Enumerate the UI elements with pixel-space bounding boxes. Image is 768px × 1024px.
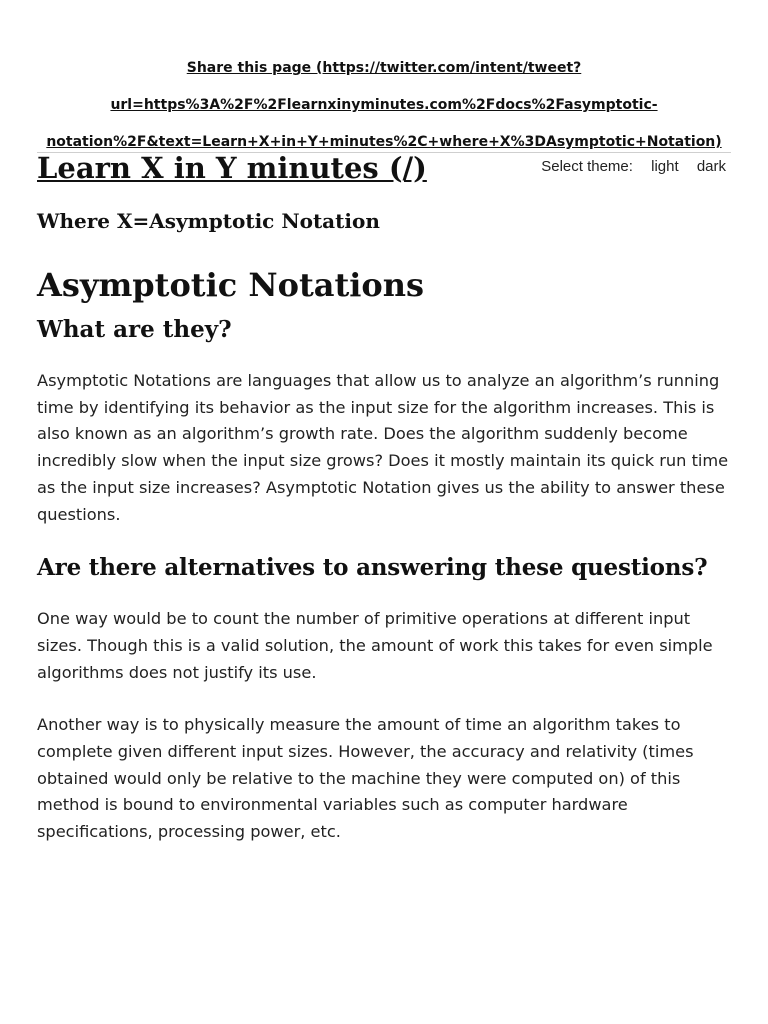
section-heading-alternatives: Are there alternatives to answering these questions?: [37, 554, 708, 582]
section-heading-what-are-they: What are they?: [37, 316, 232, 343]
theme-dark-option[interactable]: dark: [696, 158, 726, 175]
share-link-line-3: notation%2F&text=Learn+X+in+Y+minutes%2C+where+X%3DAsymptotic+Notation): [46, 134, 722, 150]
paragraph-count-operations: One way would be to count the number of primitive operations at different input sizes. Though this is a valid solution, the amount of work this takes for even simple algorithms does not justify its use.: [37, 609, 713, 682]
page-title: Asymptotic Notations: [37, 266, 425, 304]
share-link[interactable]: [46, 60, 721, 150]
share-link-line-1: Share this page (https://twitter.com/intent/tweet?: [186, 60, 582, 76]
share-link-line-2: url=https%3A%2F%2Flearnxinyminutes.com%2Fdocs%2Fasymptotic-: [110, 97, 658, 113]
article-content: [37, 204, 737, 846]
theme-light-option[interactable]: light: [651, 158, 679, 175]
share-link-block: [37, 50, 731, 161]
site-title: [37, 148, 427, 188]
paragraph-definition: Asymptotic Notations are languages that allow us to analyze an algorithm’s running time by identifying its behavior as the input size for the algorithm increases. This is also known as an algorithm’s growth rate. Does the algorithm suddenly become incredibly slow when the input size grows? Does it mostly maintain its quick run time as the input size increases? Asymptotic Notation gives us the ability to answer these questions.: [37, 371, 729, 524]
paragraph-measure-time: Another way is to physically measure the amount of time an algorithm takes to complete given different input sizes. However, the accuracy and relativity (times obtained would only be relative to the machine they were computed on) of this method is bound to environmental variables such as computer hardware specifications, processing power, etc.: [37, 715, 694, 842]
site-title-link[interactable]: Learn X in Y minutes (/): [37, 151, 427, 185]
page-subtitle: Where X=Asymptotic Notation: [37, 209, 380, 233]
theme-selector: [541, 158, 726, 175]
theme-label: Select theme:: [541, 158, 633, 175]
